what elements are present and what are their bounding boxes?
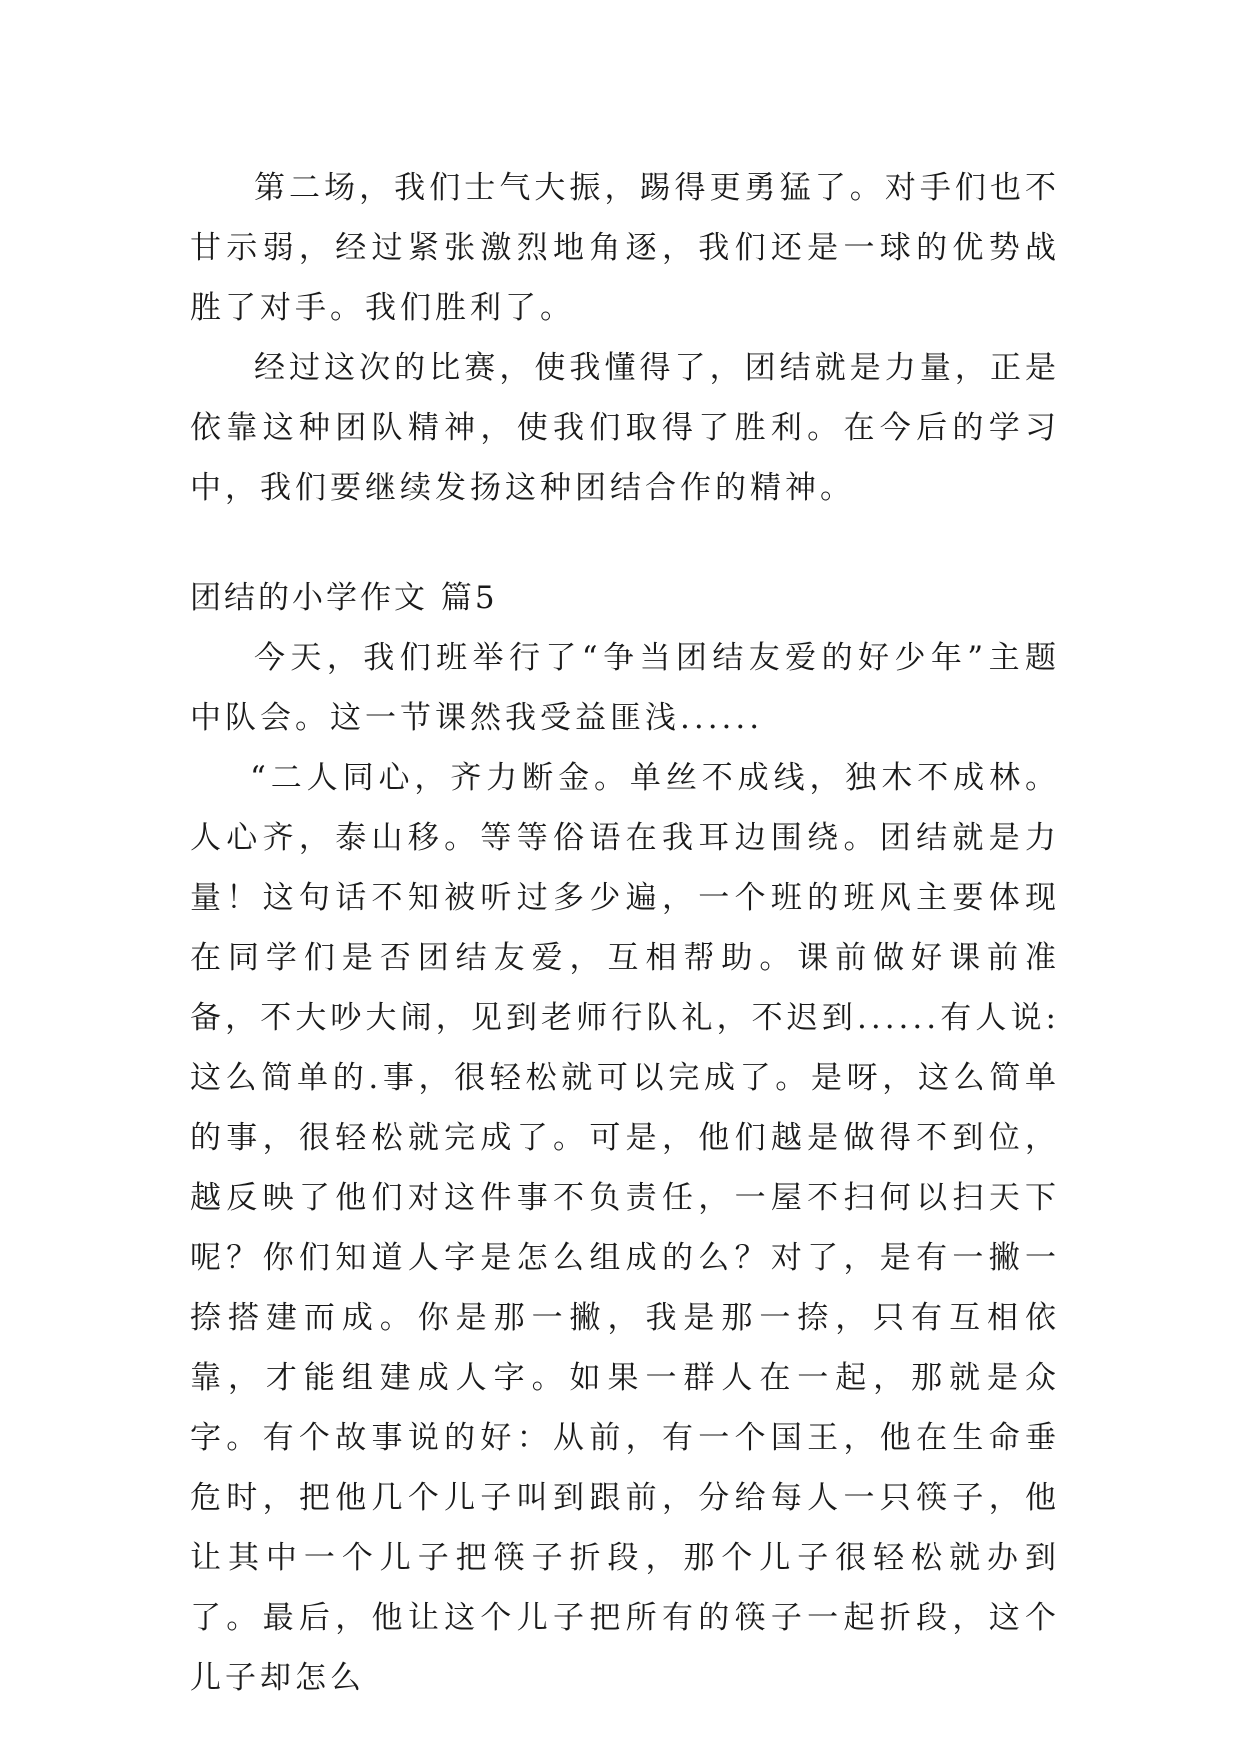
section-heading: 团结的小学作文 篇5 <box>190 580 498 616</box>
essay-section-5 <box>190 568 1060 1708</box>
paragraph-lesson-learned: 经过这次的比赛，使我懂得了，团结就是力量，正是依靠这种团队精神，使我们取得了胜利。在今后的学习中，我们要继续发扬这种团结合作的精神。 <box>190 350 1060 506</box>
paragraph-class-meeting: 今天，我们班举行了“争当团结友爱的好少年”主题中队会。这一节课然我受益匪浅...... <box>190 640 1060 736</box>
paragraph-match-second-half: 第二场，我们士气大振，踢得更勇猛了。对手们也不甘示弱，经过紧张激烈地角逐，我们还是一球的优势战胜了对手。我们胜利了。 <box>190 170 1060 326</box>
paragraph-unity-proverbs: “二人同心，齐力断金。单丝不成线，独木不成林。人心齐，泰山移。等等俗语在我耳边围绕。团结就是力量！这句话不知被听过多少遍，一个班的班风主要体现在同学们是否团结友爱，互相帮助。课前做好课前准备，不大吵大闹，见到老师行队礼，不迟到......有人说:这么简单的.事，很轻松就可以完成了。是呀，这么简单的事，很轻松就完成了。可是，他们越是做得不到位，越反映了他们对这件事不负责任，一屋不扫何以扫天下呢？你们知道人字是怎么组成的么？对了，是有一撇一捺搭建而成。你是那一撇，我是那一捺，只有互相依靠，才能组建成人字。如果一群人在一起，那就是众字。有个故事说的好：从前，有一个国王，他在生命垂危时，把他几个儿子叫到跟前，分给每人一只筷子，他让其中一个儿子把筷子折段，那个儿子很轻松就办到了。最后，他让这个儿子把所有的筷子一起折段，这个儿子却怎么 <box>190 760 1060 1696</box>
essay-continuation <box>190 158 1060 518</box>
